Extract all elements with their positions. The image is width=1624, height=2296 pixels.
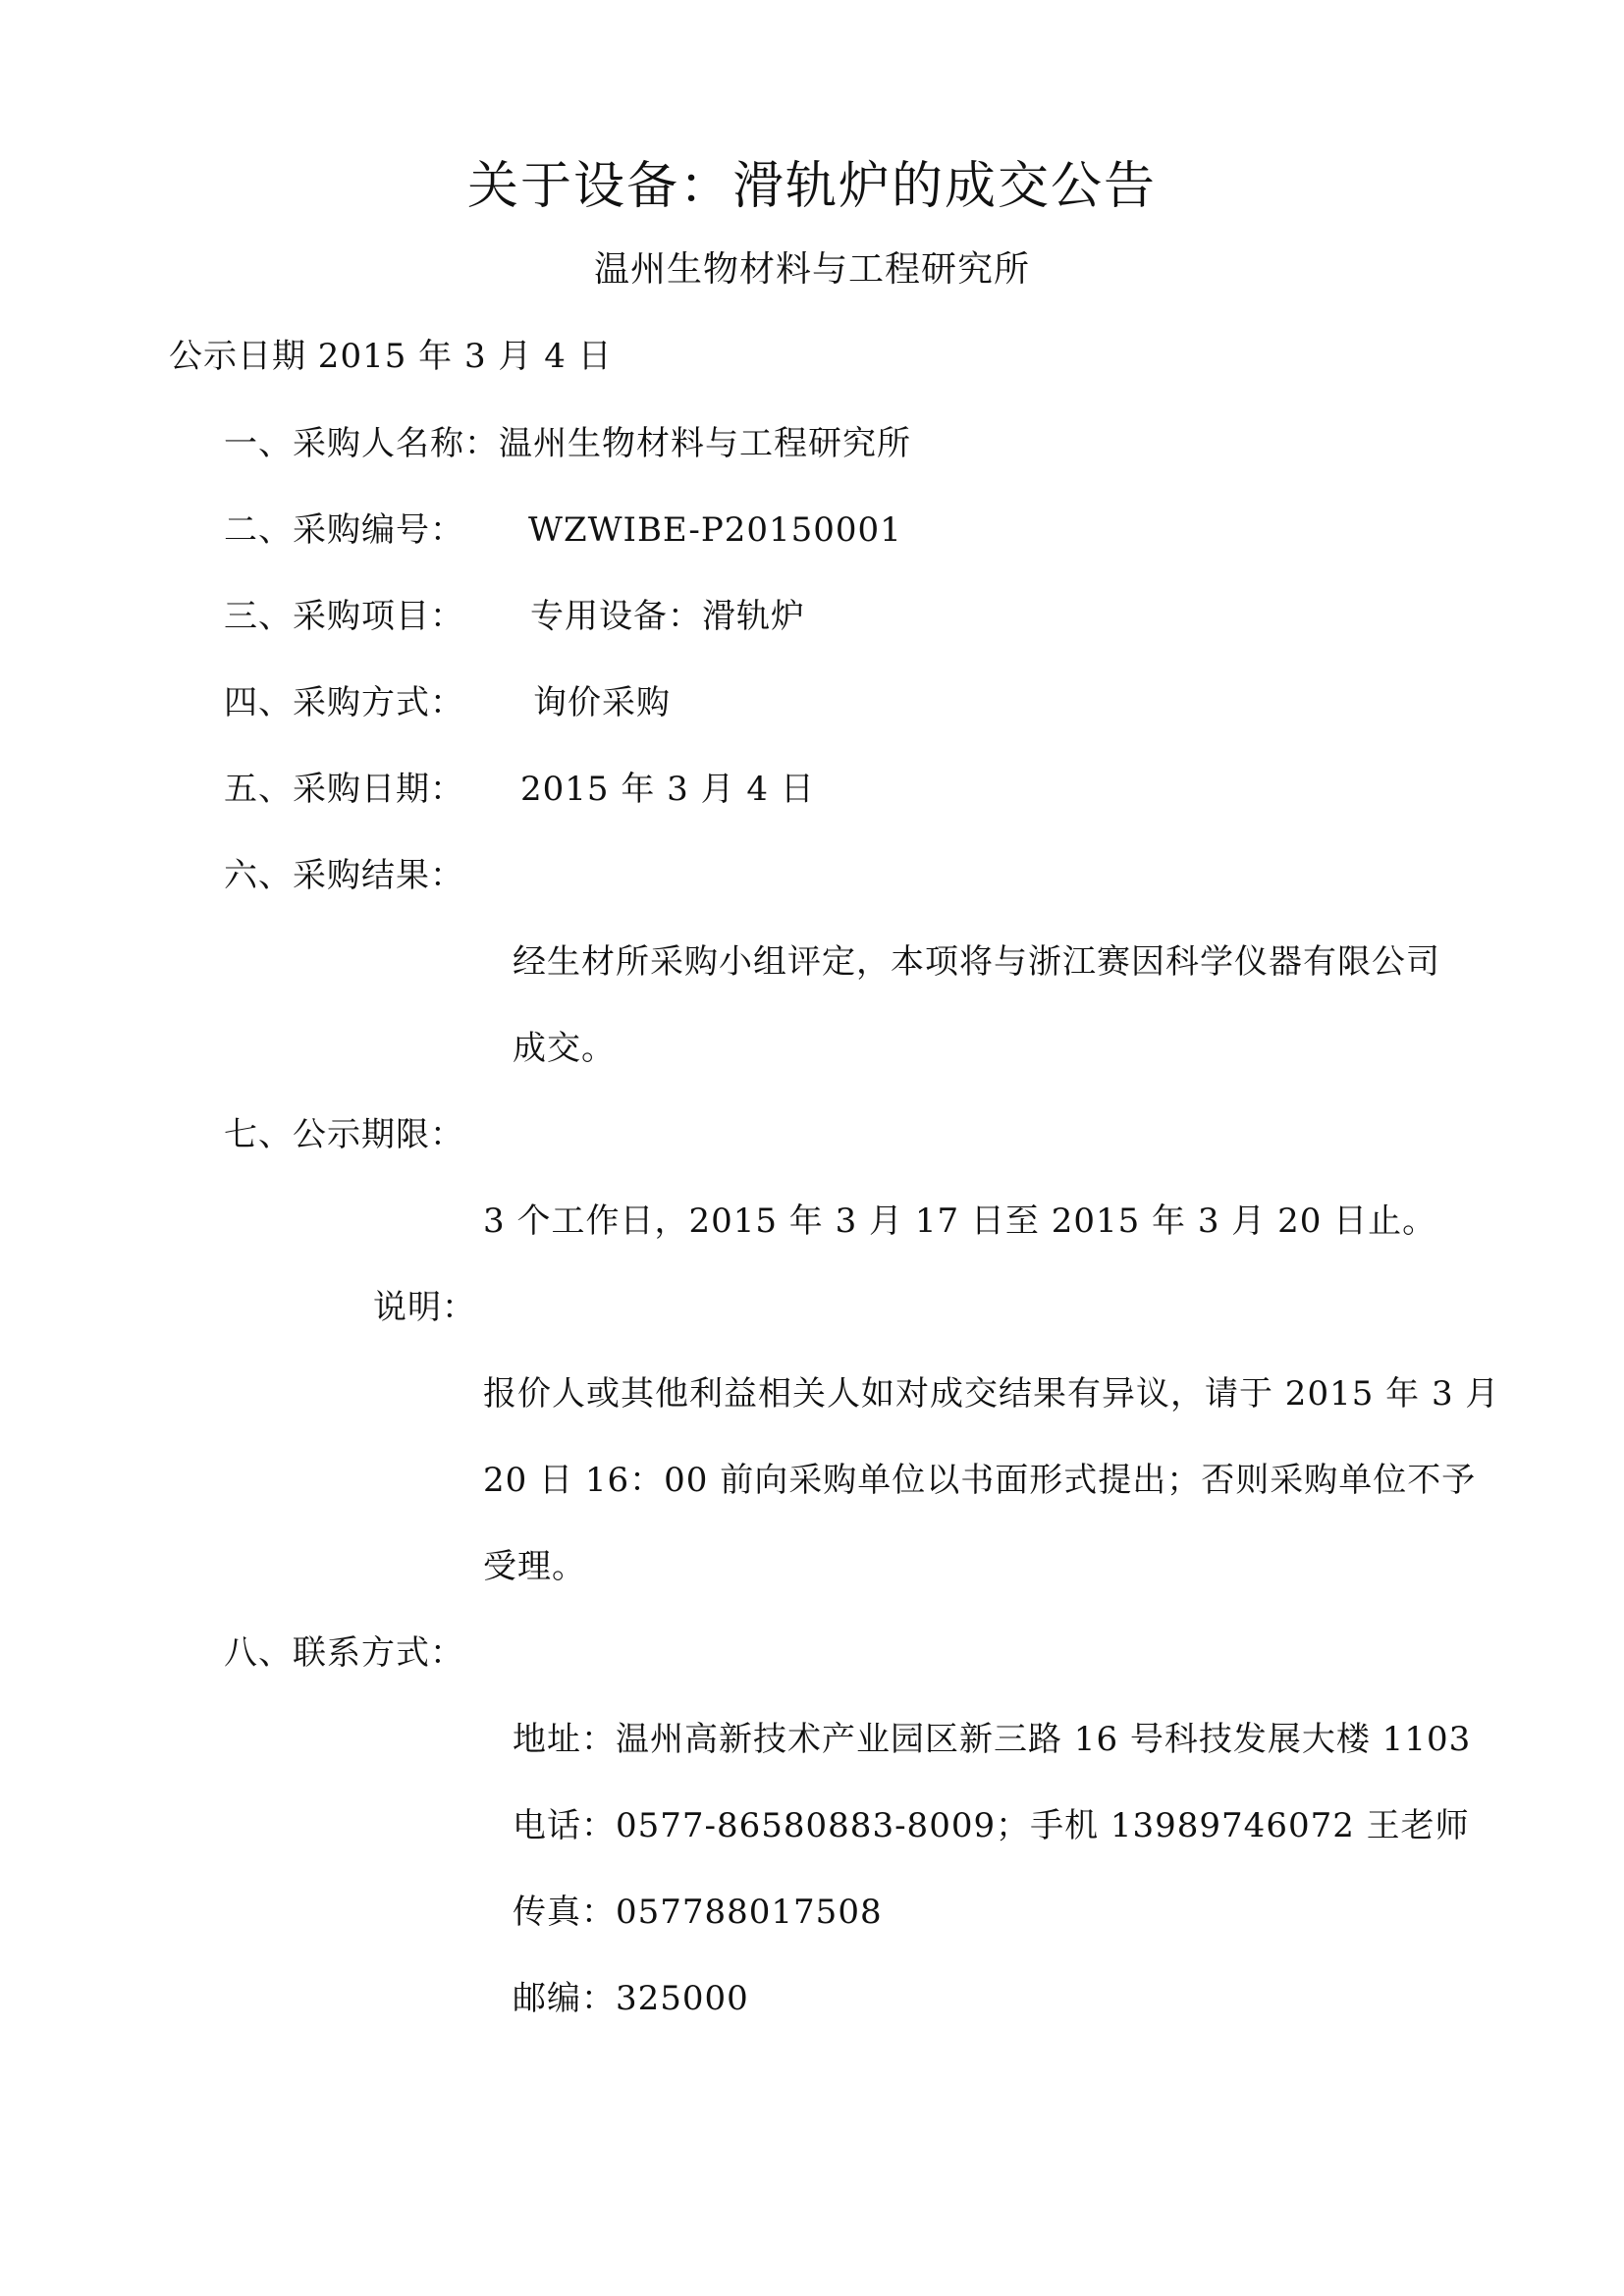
result-text-line1: 经生材所采购小组评定，本项将与浙江赛因科学仪器有限公司 [513, 942, 1440, 982]
result-label: 六、采购结果： [224, 856, 464, 895]
note-text-line1: 报价人或其他利益相关人如对成交结果有异议，请于 2015 年 3 月 [483, 1374, 1500, 1414]
note-label: 说明： [373, 1288, 476, 1327]
purchaser-row [224, 422, 911, 465]
period-label: 七、公示期限： [224, 1115, 464, 1154]
date-label: 五、采购日期： [224, 770, 464, 809]
project-label: 三、采购项目： [224, 597, 464, 636]
number-label: 二、采购编号： [224, 510, 464, 550]
purchaser-label: 一、采购人名称： [224, 424, 499, 463]
purchaser-value: 温州生物材料与工程研究所 [499, 424, 911, 463]
note-text-line3: 受理。 [483, 1547, 586, 1586]
contact-postcode: 邮编：325000 [513, 1979, 749, 2018]
method-value: 询价采购 [533, 683, 671, 722]
method-label: 四、采购方式： [224, 683, 464, 722]
publish-date: 公示日期 2015 年 3 月 4 日 [169, 337, 613, 376]
contact-phone: 电话：0577-86580883-8009；手机 13989746072 王老师 [513, 1806, 1470, 1845]
contact-label: 八、联系方式： [224, 1633, 464, 1673]
contact-fax: 传真：057788017508 [513, 1893, 883, 1932]
number-value: WZWIBE-P20150001 [528, 510, 902, 550]
note-text-line2: 20 日 16：00 前向采购单位以书面形式提出；否则采购单位不予 [483, 1461, 1477, 1500]
project-value: 专用设备：滑轨炉 [530, 597, 805, 636]
result-text-line2: 成交。 [513, 1029, 616, 1068]
organization-name: 温州生物材料与工程研究所 [593, 249, 1030, 290]
document-title: 关于设备：滑轨炉的成交公告 [466, 157, 1157, 216]
date-value: 2015 年 3 月 4 日 [520, 770, 815, 809]
period-value: 3 个工作日，2015 年 3 月 17 日至 2015 年 3 月 20 日止。 [483, 1201, 1437, 1241]
contact-address: 地址：温州高新技术产业园区新三路 16 号科技发展大楼 1103 [513, 1720, 1472, 1759]
